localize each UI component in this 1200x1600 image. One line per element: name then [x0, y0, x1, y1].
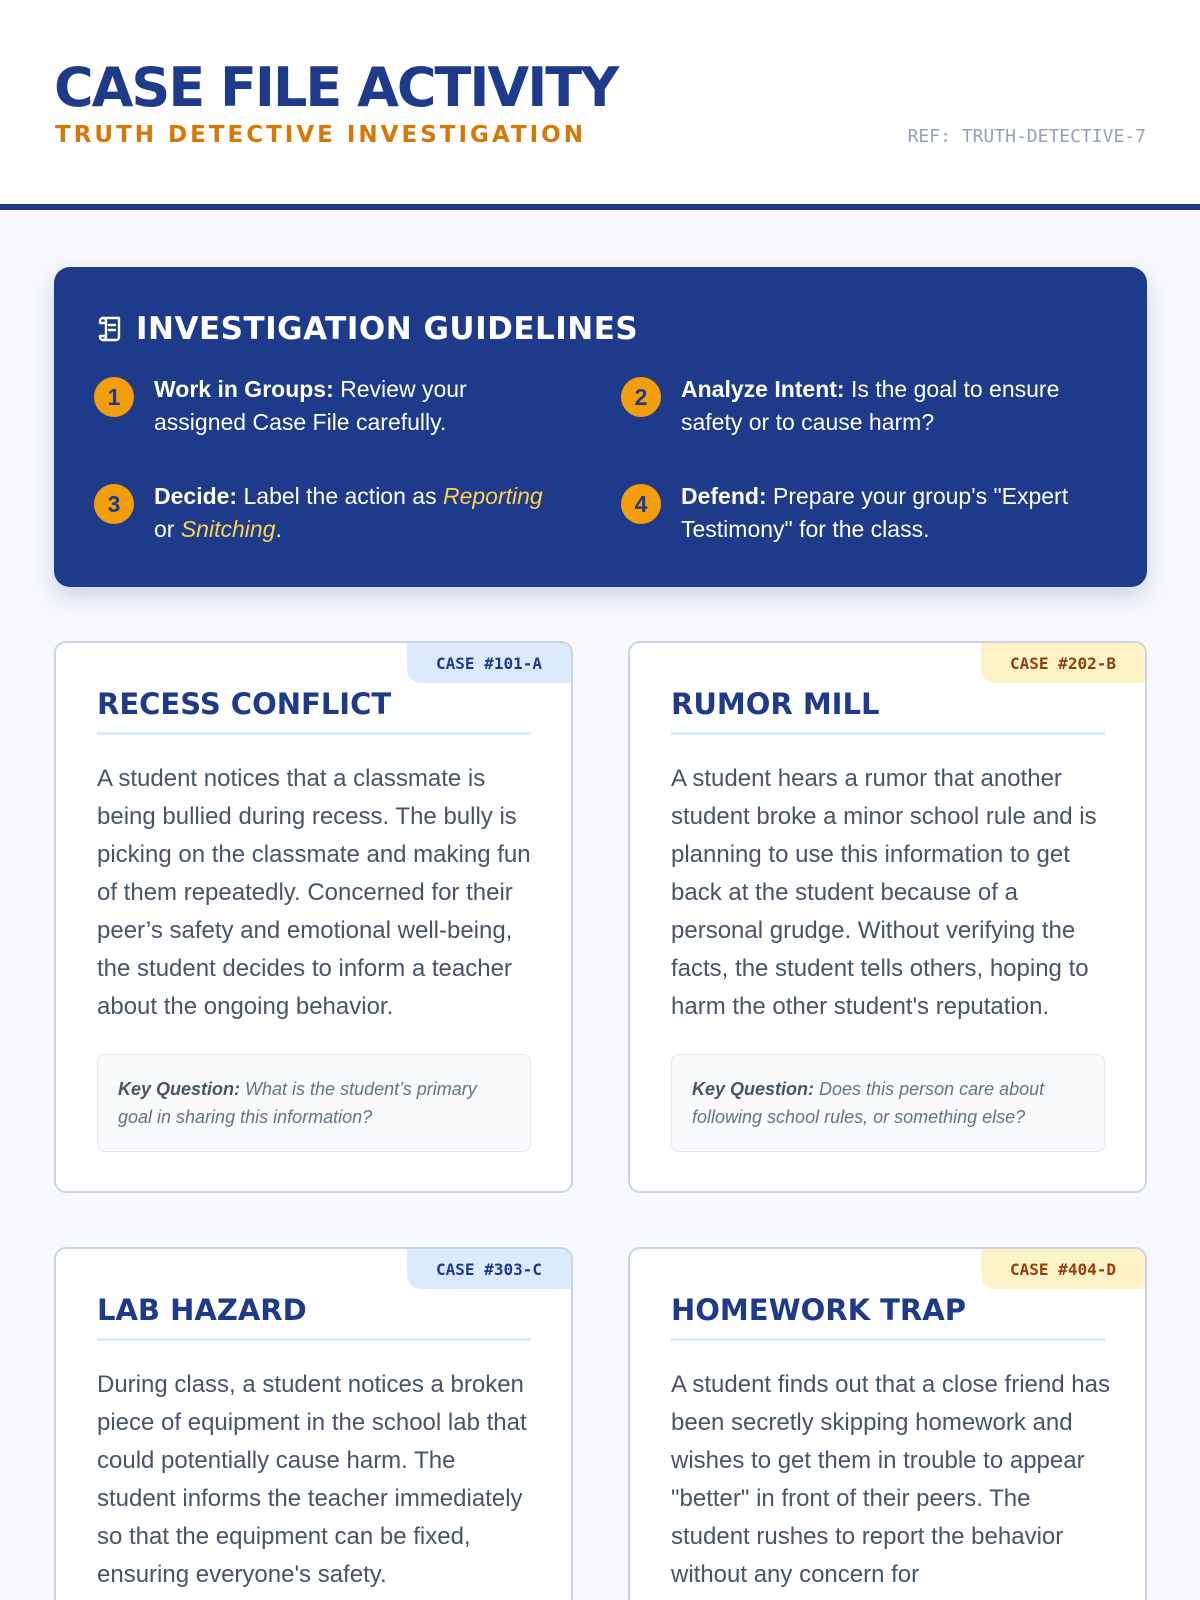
step-number-badge: 1 [94, 377, 134, 417]
step-connector: or [154, 516, 181, 542]
step-text [154, 373, 564, 439]
key-question-text: What is the student’s primary goal in sharing this information? [118, 1079, 477, 1127]
step-number-badge: 3 [94, 484, 134, 524]
step-text [154, 480, 564, 546]
case-description: A student finds out that a close friend has been secretly skipping homework and wishes to get them in trouble to appear "better" in front of their peers. The student rushes to report the behavior without any concern for [671, 1371, 1110, 1588]
key-question-text: Does this person care about following school rules, or something else? [692, 1079, 1045, 1127]
guidelines-heading [94, 311, 638, 347]
case-title: HOMEWORK TRAP [671, 1293, 1105, 1341]
step-text [681, 480, 1091, 546]
option-reporting: Reporting [442, 483, 543, 509]
guideline-step-1 [94, 373, 564, 439]
page-header [0, 0, 1200, 210]
case-number-tag: CASE #202-B [981, 643, 1145, 683]
case-title: RECESS CONFLICT [97, 687, 531, 735]
guideline-step-3 [94, 480, 564, 546]
case-card-recess-conflict [54, 641, 573, 1193]
guideline-step-2 [621, 373, 1091, 439]
case-number-tag: CASE #101-A [407, 643, 571, 683]
case-description: A student hears a rumor that another student broke a minor school rule and is planning to use this information to get back at the student because of a personal grudge. Without verifying the facts, the student tells others, hoping to harm the other student's reputation. [671, 765, 1097, 1020]
scroll-icon [94, 313, 126, 345]
step-text [681, 373, 1091, 439]
case-title: RUMOR MILL [671, 687, 1105, 735]
case-number-tag: CASE #303-C [407, 1249, 571, 1289]
step-label: Work in Groups: [154, 376, 334, 402]
step-number-badge: 4 [621, 484, 661, 524]
key-question-box [671, 1054, 1105, 1152]
case-title: LAB HAZARD [97, 1293, 531, 1341]
case-description: During class, a student notices a broken piece of equipment in the school lab that could potentially cause harm. The student informs the teacher immediately so that the equipment can be fixed, ensuring everyone's safety. [97, 1371, 527, 1588]
step-description: Is the goal to ensure safety or to cause harm? [681, 376, 1060, 435]
key-question-label: Key Question: [118, 1079, 241, 1099]
key-question-box [97, 1054, 531, 1152]
guidelines-panel [54, 267, 1147, 587]
step-description: Review your assigned Case File carefully. [154, 376, 467, 435]
step-number-badge: 2 [621, 377, 661, 417]
case-description: A student notices that a classmate is being bullied during recess. The bully is picking on the classmate and making fun of them repeatedly. Concerned for their peer’s safety and emotional well-being, the student decides to inform a teacher about the ongoing behavior. [97, 765, 531, 1020]
step-period: . [275, 516, 282, 542]
option-snitching: Snitching [180, 516, 276, 542]
page-subtitle: TRUTH DETECTIVE INVESTIGATION [55, 122, 586, 148]
step-label: Decide: [154, 483, 238, 509]
case-card-rumor-mill [628, 641, 1147, 1193]
reference-code: REF: TRUTH-DETECTIVE-7 [907, 126, 1146, 147]
step-description: Label the action as [237, 483, 443, 509]
guidelines-title: INVESTIGATION GUIDELINES [136, 311, 639, 347]
case-number-tag: CASE #404-D [981, 1249, 1145, 1289]
case-card-homework-trap [628, 1247, 1147, 1600]
step-description: Prepare your group's "Expert Testimony" for the class. [681, 483, 1069, 542]
guideline-step-4 [621, 480, 1091, 546]
page-title: CASE FILE ACTIVITY [54, 56, 618, 119]
step-label: Analyze Intent: [681, 376, 845, 402]
case-card-lab-hazard [54, 1247, 573, 1600]
step-label: Defend: [681, 483, 767, 509]
key-question-label: Key Question: [692, 1079, 815, 1099]
